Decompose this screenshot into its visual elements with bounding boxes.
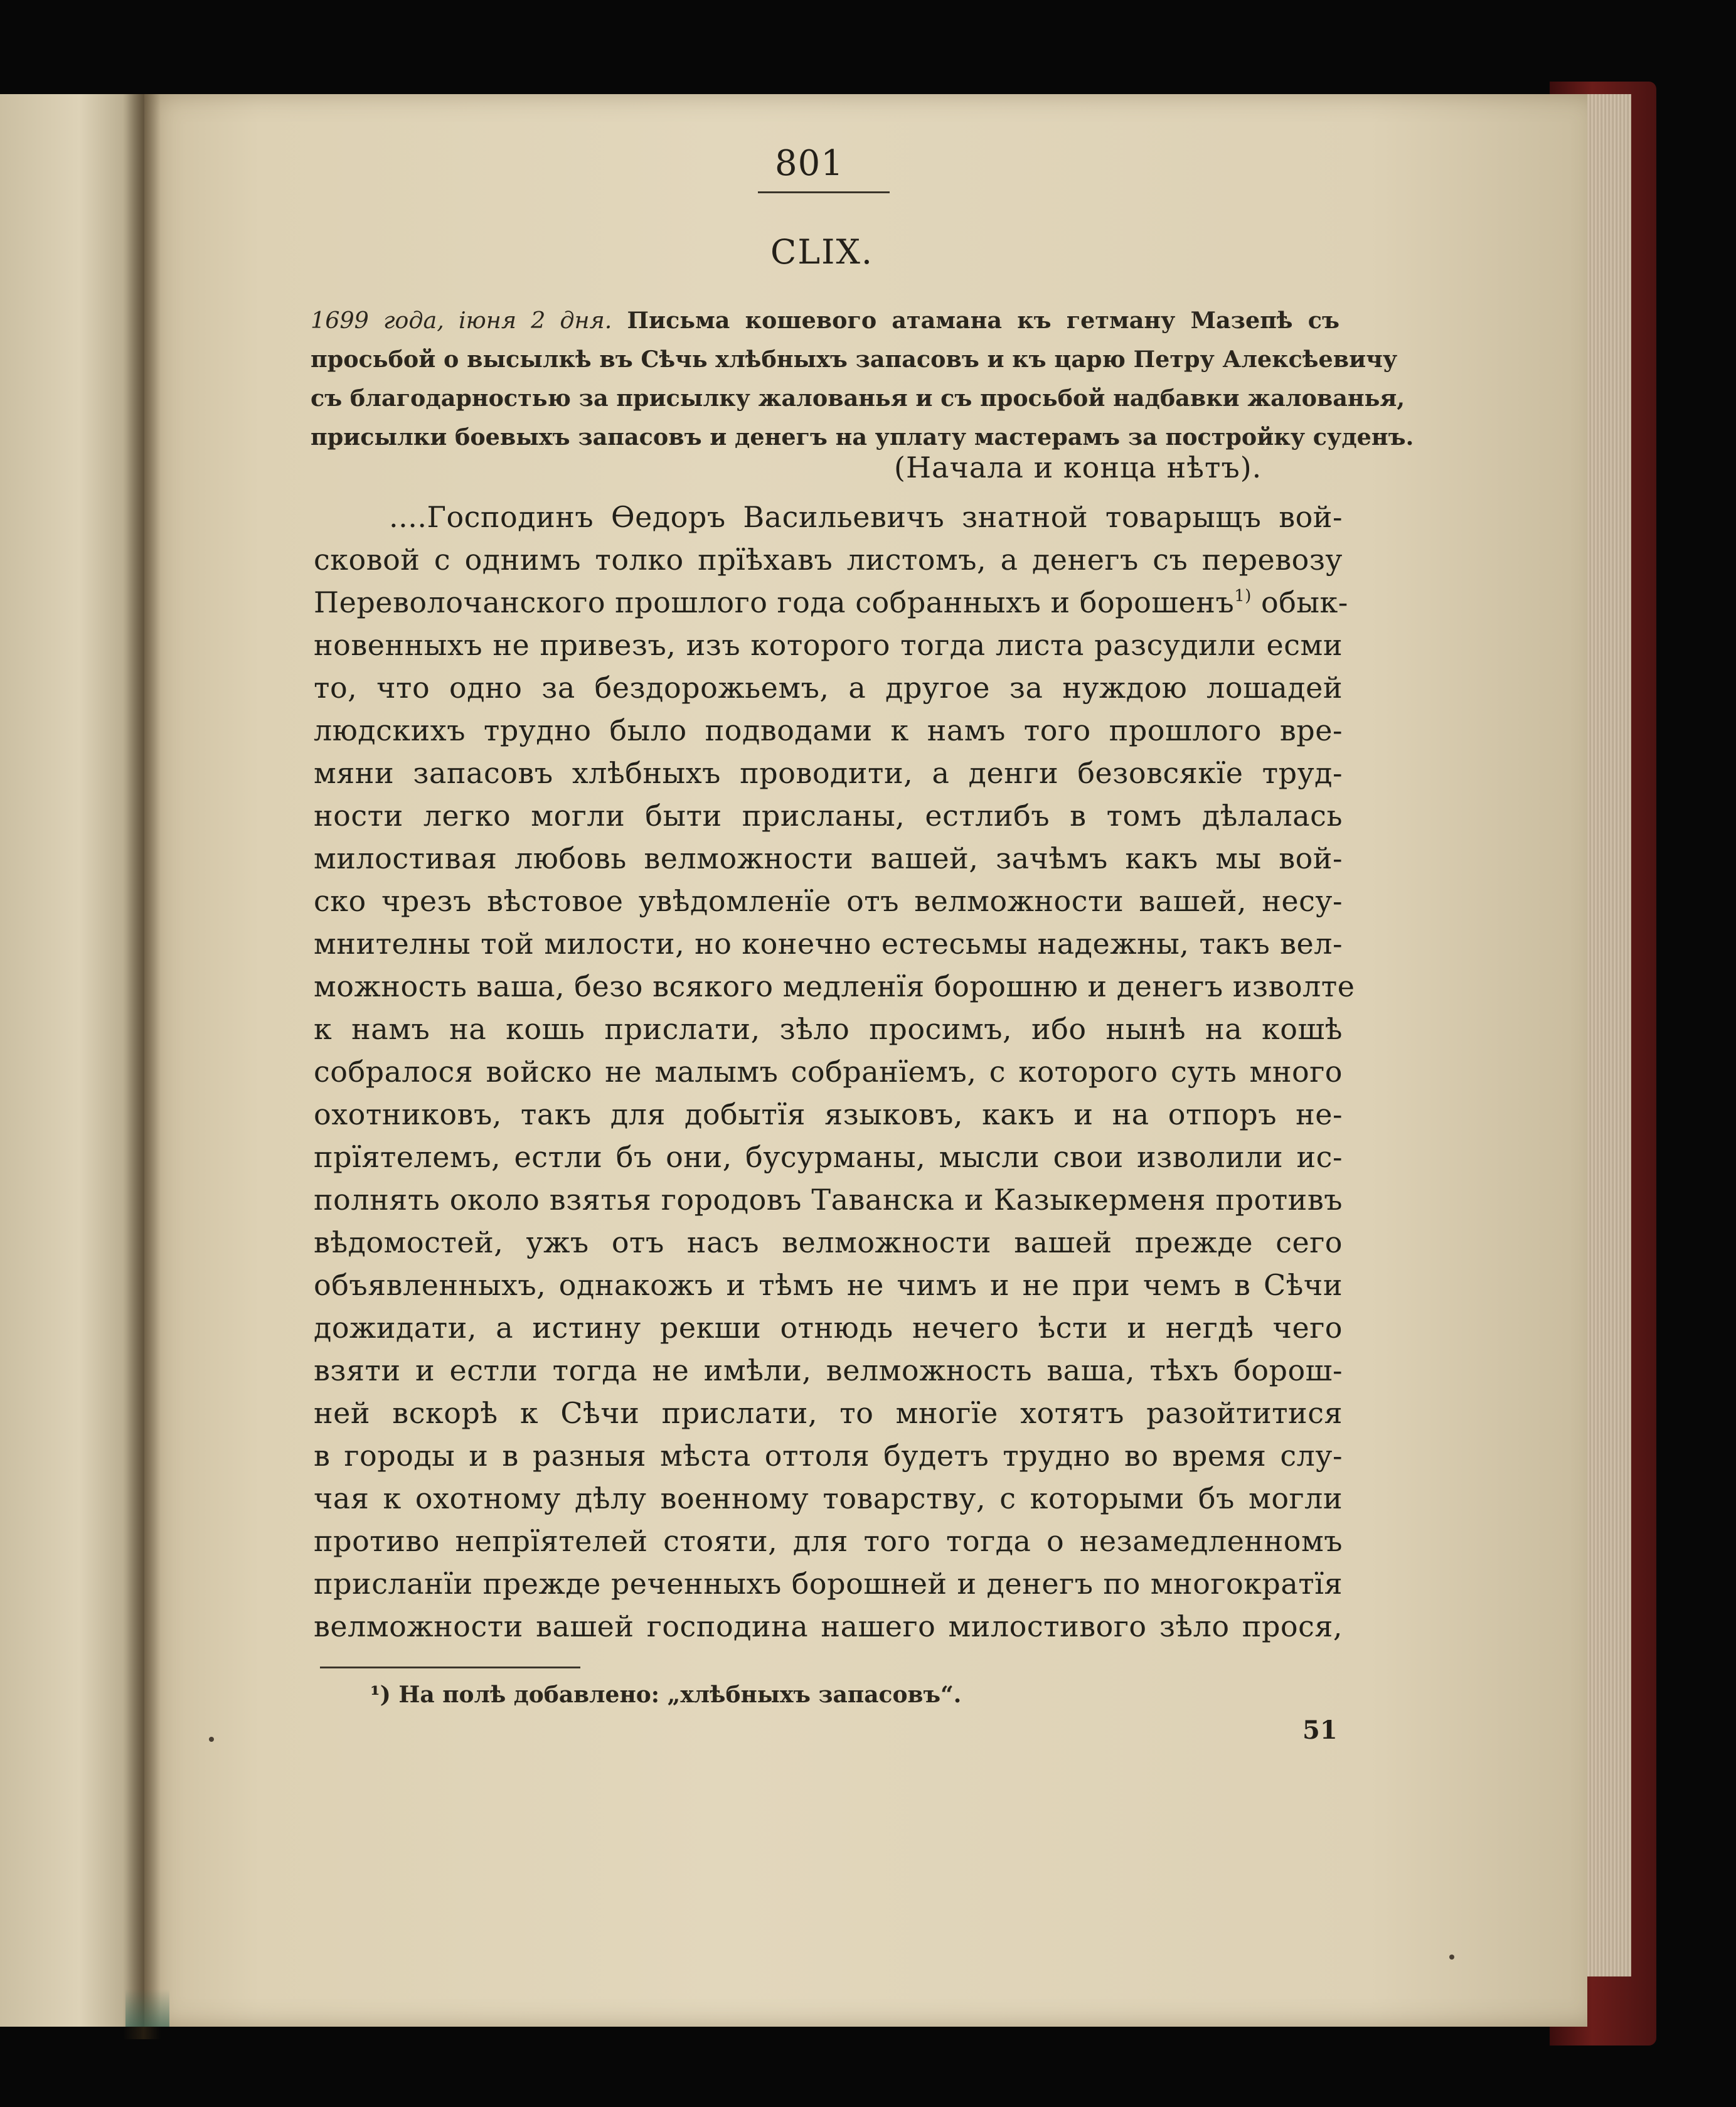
body-line: объявленныхъ, однакожъ и тѣмъ не чимъ и не при чемъ в Сѣчи [314, 1268, 1343, 1302]
footnote: ¹) На полѣ добавлено: „хлѣбныхъ запасовъ“. [370, 1682, 962, 1708]
summary-date: 1699 года, іюня 2 дня. [311, 307, 612, 334]
body-line: прїятелемъ, естли бъ они, бусурманы, мысли свои изволили ис- [314, 1140, 1343, 1174]
body-line: к намъ на кошь прислати, зѣло просимъ, ибо нынѣ на кошѣ [314, 1012, 1343, 1046]
editorial-note: (Начала и конца нѣтъ). [894, 451, 1262, 484]
body-line: мяни запасовъ хлѣбныхъ проводити, а денги безовсякїе труд- [314, 756, 1343, 790]
binding-cloth [125, 1989, 169, 2027]
body-line: присланїи прежде реченныхъ борошней и денегъ по многократїя [314, 1567, 1343, 1601]
body-line: можность ваша, безо всякого медленїя борошню и денегъ изволте [314, 969, 1355, 1003]
body-line: мнителны той милости, но конечно естесьмы надежны, такъ вел- [314, 927, 1343, 961]
body-line: охотниковъ, такъ для добытїя языковъ, какъ и на отпоръ не- [314, 1097, 1343, 1131]
body-line: людскихъ трудно было подводами к намъ того прошлого вре- [314, 713, 1343, 747]
summary-line: съ благодарностью за присылку жалованья и съ просьбой надбавки жалованья, [311, 385, 1405, 412]
footnote-marker: 1) [1234, 587, 1252, 605]
body-text [314, 496, 1355, 1648]
body-line: ней вскорѣ к Сѣчи прислати, то многїе хотятъ разойтитися [314, 1396, 1343, 1430]
body-line: взяти и естли тогда не имѣли, велможность ваша, тѣхъ борош- [314, 1353, 1343, 1387]
paper-speck [1449, 1955, 1454, 1960]
spine-shadow [123, 94, 161, 2039]
page-edges [1581, 94, 1631, 1976]
body-line: полнять около взятья городовъ Таванска и Казыкерменя противъ [314, 1183, 1343, 1217]
body-line: в городы и в разныя мѣста оттоля будетъ трудно во время слу- [314, 1439, 1343, 1473]
signature-number: 51 [1302, 1715, 1338, 1745]
body-line: то, что одно за бездорожьемъ, а другое за нуждою лошадей [314, 671, 1343, 705]
page-number: 801 [775, 143, 844, 184]
body-line: ....Господинъ Өедоръ Васильевичъ знатной товарыщъ вой- [389, 500, 1343, 534]
body-line: собралося войско не малымъ собранїемъ, с которого суть много [314, 1055, 1343, 1089]
footnote-rule [320, 1667, 580, 1668]
summary-line: присылки боевыхъ запасовъ и денегъ на уплату мастерамъ за постройку суденъ. [311, 424, 1414, 451]
summary-line: 1699 года, іюня 2 дня. Письма кошевого атамана къ гетману Мазепѣ съ [311, 307, 1339, 334]
body-line: дожидати, а истину рекши отнюдь нечего ѣсти и негдѣ чего [314, 1311, 1343, 1345]
page-number-rule [758, 191, 890, 193]
body-line: сковой с однимъ толко прїѣхавъ листомъ, а денегъ съ перевозу [314, 543, 1343, 577]
paper-speck [209, 1737, 214, 1742]
body-line: ности легко могли быти присланы, естлибъ в томъ дѣлалась [314, 799, 1343, 833]
document-summary [311, 301, 1414, 457]
body-line: ско чрезъ вѣстовое увѣдомленїе отъ велможности вашей, несу- [314, 884, 1343, 918]
body-line: милостивая любовь велможности вашей, зачѣмъ какъ мы вой- [314, 841, 1343, 875]
section-numeral: CLIX. [770, 232, 874, 272]
summary-line: просьбой о высылкѣ въ Сѣчь хлѣбныхъ запасовъ и къ царю Петру Алексѣевичу [311, 346, 1398, 373]
body-line: чая к охотному дѣлу военному товарству, с которыми бъ могли [314, 1481, 1343, 1515]
body-line: велможности вашей господина нашего милостивого зѣло прося, [314, 1609, 1343, 1643]
body-line: противо непрїятелей стояти, для того тогда о незамедленномъ [314, 1524, 1343, 1558]
body-line: вѣдомостей, ужъ отъ насъ велможности вашей прежде сего [314, 1225, 1343, 1259]
body-line: новенныхъ не привезъ, изъ которого тогда листа разсудили есми [314, 628, 1343, 662]
body-line: Переволочанского прошлого года собранныхъ и борошенъ$^{1)}$ обык- [314, 585, 1348, 619]
